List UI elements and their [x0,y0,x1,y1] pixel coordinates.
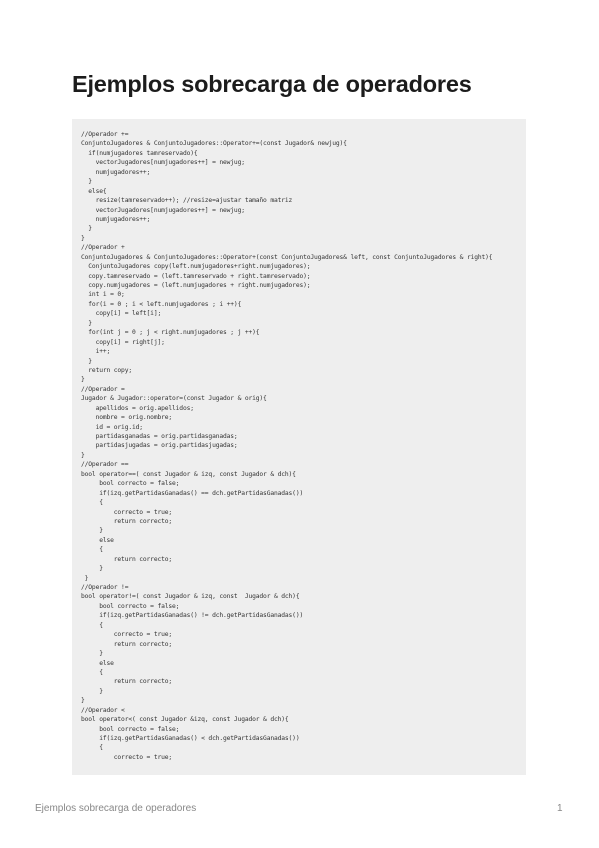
code-line: } [81,574,89,582]
code-line: for(int j = 0 ; j < right.numjugadores ; j ++){ [81,329,260,337]
code-line: if(izq.getPartidasGanadas() != dch.getPartidasGanadas()) [81,612,304,620]
code-line: { [81,546,103,554]
code-line: correcto = true; [81,753,173,761]
code-line: { [81,621,103,629]
code-line: } [81,650,103,658]
code-line: Jugador & Jugador::operator=(const Jugador & orig){ [81,395,267,403]
code-line: vectorJugadores[numjugadores++] = newjug; [81,159,245,167]
code-line: bool operator<( const Jugador &izq, const Jugador & dch){ [81,716,289,724]
code-line: bool operator==( const Jugador & izq, const Jugador & dch){ [81,470,296,478]
footer-title: Ejemplos sobrecarga de operadores [35,803,197,814]
code-line: copy[i] = left[i]; [81,310,162,318]
code-line: correcto = true; [81,508,173,516]
code-line: i++; [81,348,111,356]
code-block [72,119,526,775]
page-number: 1 [557,803,563,814]
code-line: bool correcto = false; [81,602,180,610]
code-line: } [81,451,85,459]
code-line: //Operador = [81,385,125,393]
code-line: return copy; [81,366,132,374]
code-line: numjugadores++; [81,215,151,223]
code-line: //Operador + [81,244,125,252]
code-line: return correcto; [81,678,173,686]
code-line: } [81,697,85,705]
page-title: Ejemplos sobrecarga de operadores [72,71,472,97]
code-line: copy.numjugadores = (left.numjugadores + right.numjugadores); [81,282,311,289]
code-line: else [81,659,114,667]
code-line: if(izq.getPartidasGanadas() == dch.getPartidasGanadas()) [81,489,304,497]
code-line: ConjuntoJugadores copy(left.numjugadores+right.numjugadores); [81,263,311,271]
code-line: } [81,319,92,327]
code-line: ConjuntoJugadores & ConjuntoJugadores::Operator+=(const Jugador& newjug){ [81,140,347,148]
code-line: bool operator!=( const Jugador & izq, const Jugador & dch){ [81,593,300,601]
code-line: int i = 0; [81,291,125,299]
code-line: } [81,376,85,384]
code-line: { [81,744,103,752]
code-line: bool correcto = false; [81,725,180,733]
code-line: apellidos = orig.apellidos; [81,404,194,412]
code-line: return correcto; [81,640,173,648]
code-line: numjugadores++; [81,168,151,176]
code-line: { [81,668,103,676]
code-line: } [81,234,85,242]
code-line: //Operador == [81,461,129,469]
code-line: } [81,178,92,186]
code-line: return correcto; [81,517,173,525]
code-line: } [81,527,103,535]
code-line: if(izq.getPartidasGanadas() < dch.getPartidasGanadas()) [81,735,300,742]
code-line: bool correcto = false; [81,480,180,488]
code-line: for(i = 0 ; i < left.numjugadores ; i ++){ [81,300,242,308]
code-line: else{ [81,187,107,195]
code-line: nombre = orig.nombre; [81,414,173,422]
code-line: id = orig.id; [81,423,143,431]
code-line: else [81,536,114,544]
code-line: return correcto; [81,555,173,563]
code-line: partidasganadas = orig.partidasganadas; [81,433,238,440]
code-line: partidasjugadas = orig.partidasjugadas; [81,442,238,450]
code-line: copy[i] = right[j]; [81,338,165,346]
code-line: } [81,687,103,695]
code-line: //Operador != [81,584,129,591]
code-line: { [81,499,103,507]
code-line: if(numjugadores tamreservado){ [81,149,198,157]
code-line: } [81,357,92,365]
code-line: } [81,565,103,573]
code-line: copy.tamreservado = (left.tamreservado + right.tamreservado); [81,272,311,280]
code-line: resize(tamreservado++); //resize=ajustar tamaño matriz [81,197,293,205]
code-line: } [81,225,92,233]
code-line: //Operador += [81,131,129,138]
code-line: ConjuntoJugadores & ConjuntoJugadores::Operator+(const ConjuntoJugadores& left, const ConjuntoJugadores & right){ [81,253,493,261]
code-line: correcto = true; [81,631,173,639]
code-line: vectorJugadores[numjugadores++] = newjug; [81,206,245,214]
code-line: //Operador < [81,706,125,714]
